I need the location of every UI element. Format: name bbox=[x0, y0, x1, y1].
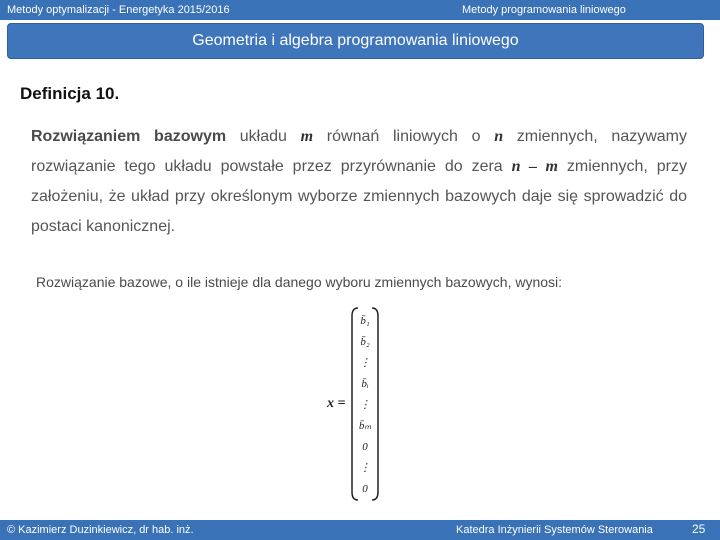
author: © Kazimierz Duzinkiewicz, dr hab. inż. bbox=[7, 524, 194, 536]
definition-heading: Definicja 10. bbox=[20, 84, 120, 103]
definition-part-1: układu bbox=[239, 128, 287, 145]
definition-term: Rozwiązaniem bazowym bbox=[31, 128, 227, 145]
vector-entry: ⋮ bbox=[359, 399, 371, 411]
slide-title: Geometria i algebra programowania liniowego bbox=[192, 32, 519, 49]
vector-entry: ⋮ bbox=[359, 357, 371, 369]
vector-entry: b̄ₘ bbox=[358, 420, 372, 432]
vector-entry: b̄₁ bbox=[360, 315, 370, 327]
vector-entry: ⋮ bbox=[359, 462, 371, 474]
basic-solution-intro: Rozwiązanie bazowe, o ile istnieje dla danego wyboru zmiennych bazowych, wynosi: bbox=[36, 274, 563, 290]
header-bar bbox=[0, 0, 720, 20]
var-m: m bbox=[300, 128, 314, 145]
section-title: Metody programowania liniowego bbox=[462, 4, 626, 16]
left-bracket bbox=[352, 308, 358, 500]
slide-title-bar bbox=[7, 23, 704, 59]
definition-part-2: równań liniowych o bbox=[326, 128, 481, 145]
footer-bar bbox=[0, 520, 720, 540]
solution-vector bbox=[350, 306, 380, 502]
equation-lhs: x = bbox=[327, 396, 346, 411]
page-number: 25 bbox=[692, 522, 706, 536]
course-title: Metody optymalizacji - Energetyka 2015/2016 bbox=[7, 4, 230, 16]
vector-entry: 0 bbox=[362, 441, 368, 453]
definition-part-4: zmiennych, przy założeniu, że układ przy określonym wyborze zmiennych bazowych daje się sprowadzić do postaci kanonicznej. bbox=[31, 158, 687, 235]
vector-entry: 0 bbox=[362, 483, 368, 495]
vector-entry: b̄ᵢ bbox=[361, 378, 369, 390]
var-n-minus-m: n – m bbox=[511, 158, 558, 175]
department: Katedra Inżynierii Systemów Sterowania bbox=[456, 524, 653, 536]
right-bracket bbox=[372, 308, 378, 500]
vector-entry: b̄₂ bbox=[360, 336, 370, 348]
var-n: n bbox=[494, 128, 504, 145]
definition-text bbox=[31, 122, 687, 242]
definition-part-3: zmiennych, nazywamy rozwiązanie tego układu powstałe przez przyrównanie do zera bbox=[31, 128, 687, 175]
